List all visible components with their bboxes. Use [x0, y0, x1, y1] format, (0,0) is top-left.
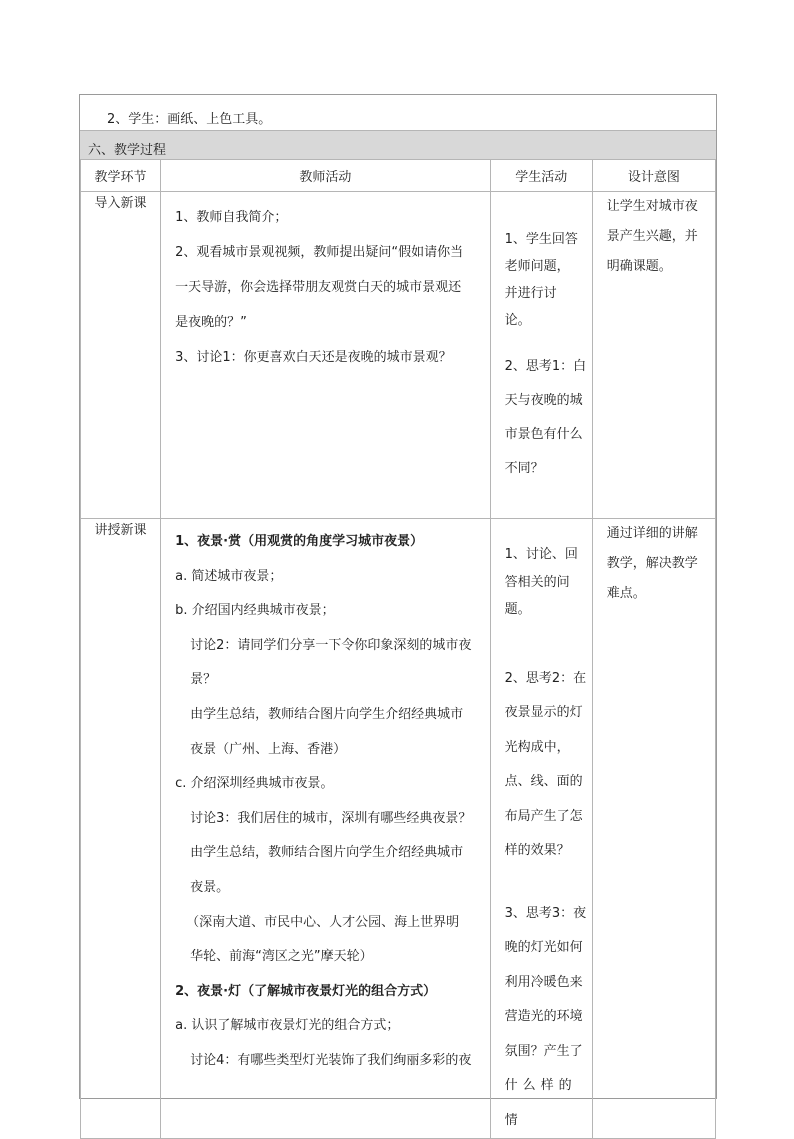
header-student: 学生活动 [490, 160, 592, 192]
teacher-cell [161, 519, 491, 1139]
teacher-line: 1、夜景·赏（用观赏的角度学习城市夜景） [175, 534, 424, 549]
stage-cell [81, 192, 161, 519]
teacher-line: 3、讨论1：你更喜欢白天还是夜晚的城市景观？ [175, 350, 452, 365]
header-stage: 教学环节 [81, 160, 161, 192]
intent-line: 教学，解决教学 [606, 556, 698, 571]
teacher-line: 1、教师自我简介； [175, 210, 288, 225]
intent-line: 让学生对城市夜 [606, 199, 698, 214]
student-line: 光构成中， [504, 739, 570, 755]
teacher-line: 讨论2：请同学们分享一下令你印象深刻的城市夜 [190, 637, 472, 653]
teacher-line: 讨论3：我们居住的城市，深圳有哪些经典夜景？ [190, 810, 472, 826]
teacher-line: a. 认识了解城市夜景灯光的组合方式； [175, 1018, 400, 1034]
teacher-line: 2、观看城市景观视频，教师提出疑问“假如请你当 [175, 245, 464, 260]
student-line: 天与夜晚的城 [504, 393, 583, 408]
teacher-line: 是夜晚的？” [175, 315, 247, 330]
intent-line: 难点。 [606, 586, 646, 601]
intent-line: 通过详细的讲解 [606, 526, 698, 541]
teacher-line: 由学生总结，教师结合图片向学生介绍经典城市 [190, 706, 464, 722]
student-line: 布局产生了怎 [504, 808, 583, 824]
intent-line: 景产生兴趣，并 [606, 229, 698, 244]
header-intent: 设计意图 [592, 160, 715, 192]
student-cell [490, 192, 592, 519]
lesson-plan-page [79, 94, 717, 1128]
section-header [80, 130, 716, 160]
student-line: 样的效果？ [504, 843, 570, 858]
header-teacher: 教师活动 [161, 160, 491, 192]
student-line: 老师问题， [504, 259, 570, 274]
teacher-cell [161, 192, 491, 519]
student-line: 论。 [504, 313, 531, 328]
stage-cell [81, 519, 161, 1139]
teacher-line: a. 简述城市夜景； [175, 568, 283, 584]
student-line: 答相关的问 [504, 574, 570, 590]
student-line: 2、思考2：在 [504, 670, 587, 686]
student-line: 市景色有什么 [504, 427, 583, 442]
stage-label: 讲授新课 [94, 523, 147, 538]
intent-cell [592, 519, 715, 1139]
student-cell [490, 519, 592, 1139]
student-line: 2、思考1：白 [504, 359, 587, 374]
teacher-line: 一天导游，你会选择带朋友观赏白天的城市景观还 [175, 280, 462, 295]
student-line: 不同？ [504, 461, 544, 476]
teacher-line: 夜景。 [190, 879, 230, 895]
student-line: 题。 [504, 602, 531, 617]
table-row [81, 192, 716, 519]
student-line: 1、学生回答 [504, 232, 578, 247]
teacher-line: 由学生总结，教师结合图片向学生介绍经典城市 [190, 845, 464, 861]
teacher-line: b. 介绍国内经典城市夜景； [175, 603, 335, 619]
teacher-line: 讨论4：有哪些类型灯光装饰了我们绚丽多彩的夜 [190, 1052, 472, 1068]
student-line: 晚的灯光如何 [504, 940, 583, 955]
intent-line: 明确课题。 [606, 259, 672, 274]
materials-row [80, 95, 716, 130]
student-line: 营造光的环境 [504, 1009, 583, 1024]
student-line: 1、讨论、回 [504, 547, 578, 562]
materials-text: 2、学生：画纸、上色工具。 [107, 112, 272, 127]
student-line: 点、线、面的 [504, 774, 583, 789]
teacher-line: c. 介绍深圳经典城市夜景。 [175, 776, 334, 792]
student-line: 氛围？产生了 [504, 1043, 583, 1059]
teacher-line: （深南大道、市民中心、人才公园、海上世界明 [186, 914, 460, 930]
student-line: 利用冷暖色来 [504, 974, 583, 990]
teaching-process-table [80, 159, 716, 1139]
teacher-line: 华轮、前海“湾区之光”摩天轮） [190, 949, 373, 965]
stage-label: 导入新课 [94, 196, 147, 211]
student-line: 并进行讨 [504, 286, 557, 301]
student-line: 什么样的情 [504, 1078, 577, 1128]
section-title: 六、教学过程 [88, 143, 167, 158]
table-row [81, 519, 716, 1139]
teacher-line: 景？ [190, 672, 217, 688]
table-header-row [81, 160, 716, 192]
teacher-line: 2、夜景·灯（了解城市夜景灯光的组合方式） [175, 983, 437, 999]
intent-cell [592, 192, 715, 519]
student-line: 夜景显示的灯 [504, 705, 583, 720]
teacher-line: 夜景（广州、上海、香港） [190, 741, 347, 757]
student-line: 3、思考3：夜 [504, 905, 587, 921]
